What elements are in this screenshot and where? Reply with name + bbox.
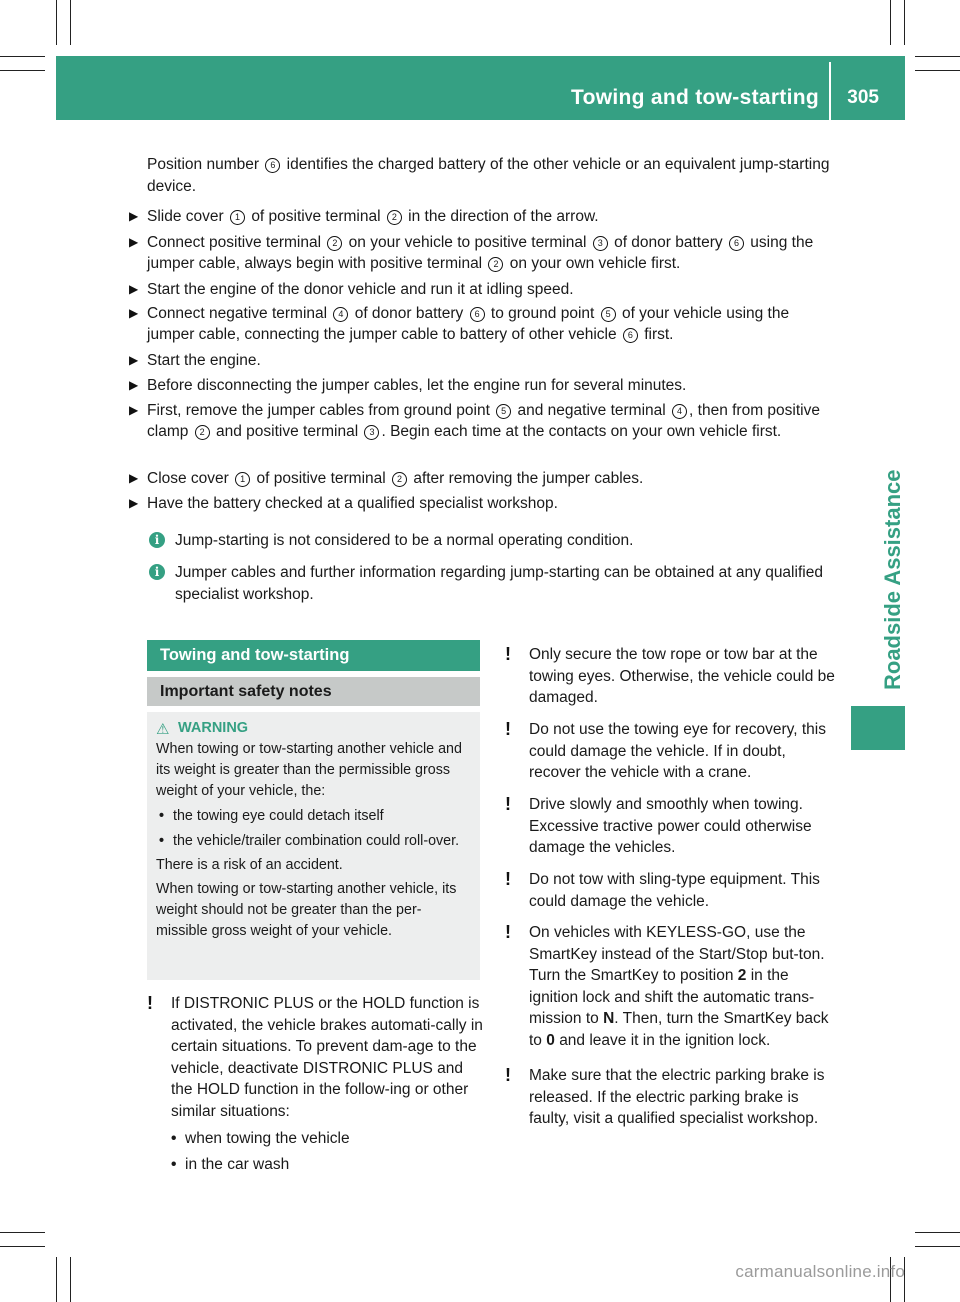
section-heading: Towing and tow-starting (147, 640, 480, 671)
side-section-label: Roadside Assistance (880, 469, 905, 690)
page-number: 305 (847, 87, 879, 108)
arrow-bullet-icon: ▶ (129, 353, 139, 367)
instruction-step: ▶ Connect negative terminal 4 of donor battery 6 to ground point 5 of your vehicle using the jumper cable, connecting the jumper cable to battery of other vehicle 6 first. (129, 305, 790, 343)
exclamation-icon: ! (505, 644, 511, 664)
header-title: Towing and tow-starting (571, 86, 819, 109)
crop-mark (915, 70, 960, 71)
arrow-bullet-icon: ▶ (129, 496, 139, 510)
crop-mark (56, 1257, 57, 1302)
warning-box (147, 712, 480, 980)
instruction-step: ▶ Close cover 1 of positive terminal 2 after removing the jumper cables. (129, 470, 644, 487)
instruction-step: ▶ Before disconnecting the jumper cables, let the engine run for several minutes. (129, 377, 687, 394)
caution-note: ! Make sure that the electric parking brake is released. If the electric parking brake is faulty, visit a qualified specialist workshop. (505, 1065, 825, 1127)
instruction-step: ▶ Slide cover 1 of positive terminal 2 in the direction of the arrow. (129, 208, 599, 225)
warning-risk: There is a risk of an accident. (156, 857, 343, 873)
instruction-step: ▶ First, remove the jumper cables from ground point 5 and negative terminal 4 , then from positive clamp 2 and positive terminal 3 . Begin each time at the contacts on your own vehicle first. (129, 402, 820, 440)
crop-mark (70, 1257, 71, 1302)
arrow-bullet-icon: ▶ (129, 403, 139, 417)
crop-mark (56, 0, 57, 45)
crop-mark (0, 1246, 45, 1247)
exclamation-icon: ! (505, 1065, 511, 1085)
caution-note: ! On vehicles with KEYLESS-GO, use the SmartKey instead of the Start/Stop but-ton. Turn the SmartKey to position 2 in the ignition lock and shift the automatic trans-mission to N. Then, turn the SmartKey back to 0 and leave it in the ignition lock. (505, 922, 829, 1049)
crop-mark (0, 1232, 45, 1233)
crop-mark (0, 70, 45, 71)
arrow-bullet-icon: ▶ (129, 235, 139, 249)
arrow-bullet-icon: ▶ (129, 378, 139, 392)
exclamation-icon: ! (505, 794, 511, 814)
caution-note: ! Only secure the tow rope or tow bar at the towing eyes. Otherwise, the vehicle could be damaged. (505, 644, 835, 706)
list-item: • in the car wash (171, 1154, 485, 1176)
warning-intro: When towing or tow-starting another vehicle and its weight is greater than the permissible gross weight of your vehicle, the: (156, 741, 462, 799)
caution-note: ! Do not use the towing eye for recovery, this could damage the vehicle. If in doubt, recover the vehicle with a crane. (505, 719, 826, 781)
page-header (56, 56, 905, 120)
arrow-bullet-icon: ▶ (129, 306, 139, 320)
arrow-bullet-icon: ▶ (129, 209, 139, 223)
side-tab-marker (851, 706, 905, 750)
exclamation-icon: ! (505, 869, 511, 889)
warning-bullet: • the towing eye could detach itself (156, 806, 471, 827)
info-note: i Jump-starting is not considered to be a normal operating condition. (149, 530, 839, 552)
subsection-heading: Important safety notes (147, 677, 480, 706)
callout-number: 6 (265, 158, 280, 173)
exclamation-icon: ! (505, 922, 511, 942)
header-divider (829, 62, 831, 120)
info-note: i Jumper cables and further information regarding jump-starting can be obtained at any qualified specialist workshop. (149, 562, 839, 606)
instruction-step: ▶ Connect positive terminal 2 on your vehicle to positive terminal 3 of donor battery 6 using the jumper cable, always begin with positive terminal 2 on your own vehicle first. (129, 234, 814, 272)
crop-mark (904, 0, 905, 45)
instruction-step: ▶ Start the engine. (129, 352, 261, 369)
instruction-step: ▶ Have the battery checked at a qualified specialist workshop. (129, 495, 558, 512)
caution-note: ! If DISTRONIC PLUS or the HOLD function is activated, the vehicle brakes automati-cally in certain situations. To prevent dam-age to the vehicle, deactivate DISTRONIC PLUS and the HOLD function in the follow-ing or other similar situations: • when towing the vehicle • in the car wash (147, 993, 485, 1175)
instruction-step: ▶ Start the engine of the donor vehicle and run it at idling speed. (129, 281, 574, 298)
crop-mark (70, 0, 71, 45)
arrow-bullet-icon: ▶ (129, 471, 139, 485)
crop-mark (915, 56, 960, 57)
warning-triangle-icon: ⚠ (156, 721, 170, 738)
list-item: • when towing the vehicle (171, 1128, 485, 1150)
exclamation-icon: ! (505, 719, 511, 739)
crop-mark (915, 1232, 960, 1233)
caution-note: ! Do not tow with sling-type equipment. This could damage the vehicle. (505, 869, 820, 910)
info-icon: i (149, 532, 165, 548)
info-icon: i (149, 564, 165, 580)
warning-title: ⚠ WARNING (156, 720, 249, 738)
intro-paragraph: Position number 6 identifies the charged battery of the other vehicle or an equivalent jump-starting device. (147, 156, 830, 195)
caution-note: ! Drive slowly and smoothly when towing. Excessive tractive power could otherwise damage the vehicles. (505, 794, 812, 856)
exclamation-icon: ! (147, 993, 153, 1013)
crop-mark (0, 56, 45, 57)
arrow-bullet-icon: ▶ (129, 282, 139, 296)
watermark: carmanualsonline.info (735, 1262, 905, 1281)
warning-outro: When towing or tow-starting another vehicle, its weight should not be greater than the per-missible gross weight of your vehicle. (156, 881, 457, 939)
crop-mark (915, 1246, 960, 1247)
warning-bullet: • the vehicle/trailer combination could roll-over. (156, 831, 471, 852)
crop-mark (890, 0, 891, 45)
